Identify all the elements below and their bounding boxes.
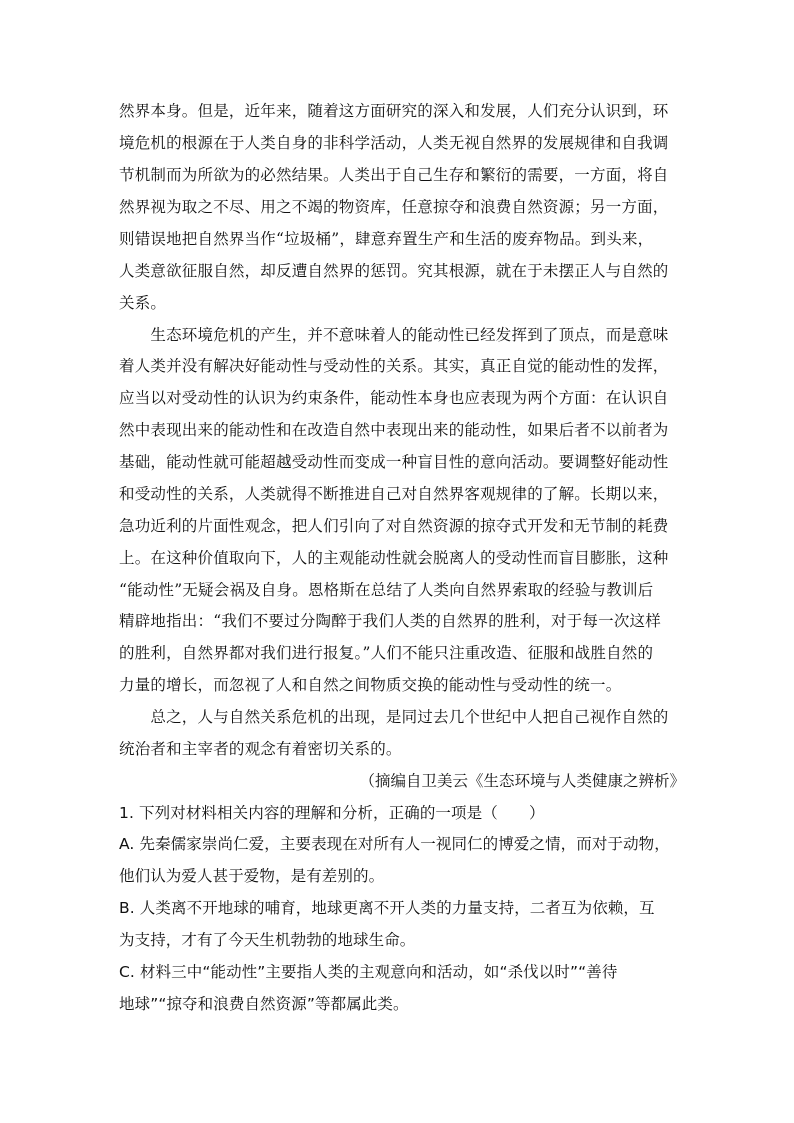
passage-line: 则错误地把自然界当作“垃圾桶”，肆意弃置生产和生活的废弃物品。到头来， bbox=[119, 230, 654, 248]
passage-line: 应当以对受动性的认识为约束条件，能动性本身也应表现为两个方面：在认识自 bbox=[119, 389, 669, 407]
passage-line: “能动性”无疑会祸及自身。恩格斯在总结了人类向自然界索取的经验与教训后 bbox=[119, 581, 654, 599]
passage-line: 节机制而为所欲为的必然结果。人类出于自己生存和繁衍的需要，一方面，将自 bbox=[119, 166, 669, 184]
option-b: B. 人类离不开地球的哺育，地球更离不开人类的力量支持，二者互为依赖，互 bbox=[119, 899, 655, 917]
passage-line: 境危机的根源在于人类自身的非科学活动，人类无视自然界的发展规律和自我调 bbox=[119, 134, 669, 152]
passage-line: 的胜利，自然界都对我们进行报复。”人们不能只注重改造、征服和战胜自然的 bbox=[119, 644, 654, 662]
passage-line: 生态环境危机的产生，并不意味着人的能动性已经发挥到了顶点，而是意味 bbox=[119, 326, 669, 344]
passage-line: 和受动性的关系，人类就得不断推进自己对自然界客观规律的了解。长期以来， bbox=[119, 485, 669, 503]
passage-line: 然界视为取之不尽、用之不竭的物资库，任意掠夺和浪费自然资源；另一方面， bbox=[119, 198, 669, 216]
passage-line: 力量的增长，而忽视了人和自然之间物质交换的能动性与受动性的统一。 bbox=[119, 676, 622, 694]
passage-line: 上。在这种价值取向下，人的主观能动性就会脱离人的受动性而盲目膨胀，这种 bbox=[119, 549, 669, 567]
passage-line: 总之，人与自然关系危机的出现，是同过去几个世纪中人把自己视作自然的 bbox=[119, 708, 669, 726]
option-c: C. 材料三中“能动性”主要指人类的主观意向和活动，如“杀伐以时”“善待 bbox=[119, 963, 618, 981]
passage-line: 基础，能动性就可能超越受动性而变成一种盲目性的意向活动。要调整好能动性 bbox=[119, 453, 669, 471]
passage-line: 急功近利的片面性观念，把人们引向了对自然资源的掠夺式开发和无节制的耗费 bbox=[119, 517, 669, 535]
source-citation: （摘编自卫美云《生态环境与人类健康之辨析》 bbox=[359, 772, 685, 790]
option-b-cont: 为支持，才有了今天生机勃勃的地球生命。 bbox=[119, 931, 416, 949]
option-c-cont: 地球”“掠夺和浪费自然资源”等都属此类。 bbox=[119, 995, 409, 1013]
passage-line: 然中表现出来的能动性和在改造自然中表现出来的能动性，如果后者不以前者为 bbox=[119, 421, 669, 439]
passage-line: 关系。 bbox=[119, 294, 167, 312]
option-a-cont: 他们认为爱人甚于爱物，是有差别的。 bbox=[119, 867, 385, 885]
passage-line: 统治者和主宰者的观念有着密切关系的。 bbox=[119, 740, 402, 758]
passage-line: 然界本身。但是，近年来，随着这方面研究的深入和发展，人们充分认识到，环 bbox=[119, 102, 669, 120]
passage-line: 精辟地指出：“我们不要过分陶醉于我们人类的自然界的胜利，对于每一次这样 bbox=[119, 612, 661, 630]
passage-line: 人类意欲征服自然，却反遭自然界的惩罚。究其根源，就在于未摆正人与自然的 bbox=[119, 262, 669, 280]
question-stem: 1. 下列对材料相关内容的理解和分析，正确的一项是（ ） bbox=[119, 804, 545, 822]
option-a: A. 先秦儒家崇尚仁爱，主要表现在对所有人一视同仁的博爱之情，而对于动物， bbox=[119, 835, 670, 853]
passage-line: 着人类并没有解决好能动性与受动性的关系。其实，真正自觉的能动性的发挥， bbox=[119, 357, 669, 375]
